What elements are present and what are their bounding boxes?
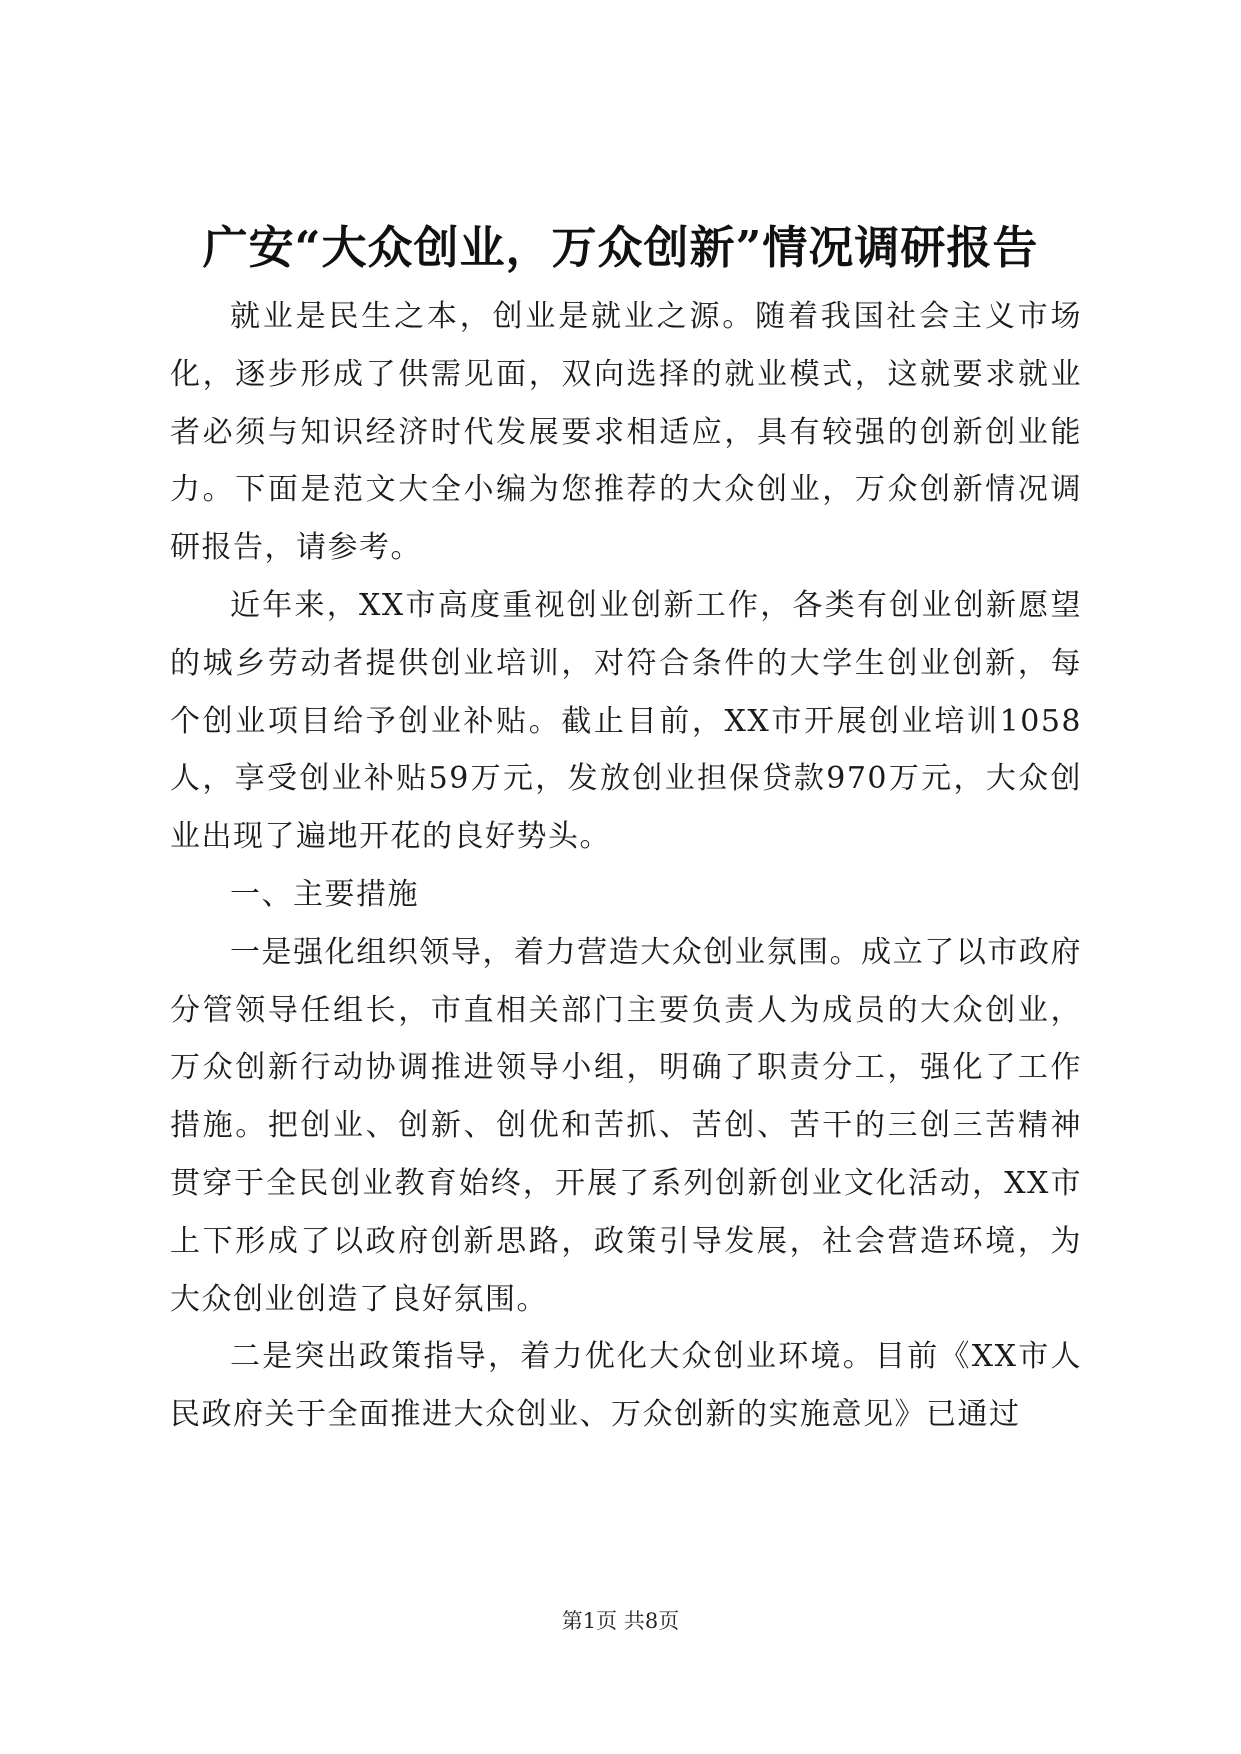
section-heading-main-measures: 一、主要措施 <box>230 876 419 912</box>
paragraph-intro: 就业是民生之本，创业是就业之源。随着我国社会主义市场化，逐步形成了供需见面，双向选择的就业模式，这就要求就业者必须与知识经济时代发展要求相适应，具有较强的创新创业能力。下面是范文大全小编为您推荐的大众创业，万众创新情况调研报告，请参考。 <box>170 299 1082 566</box>
paragraph-measure-two: 二是突出政策指导，着力优化大众创业环境。目前《XX市人民政府关于全面推进大众创业、万众创新的实施意见》已通过 <box>170 1339 1082 1433</box>
document-body <box>170 288 1082 1444</box>
paragraph-measure-one: 一是强化组织领导，着力营造大众创业氛围。成立了以市政府分管领导任组长，市直相关部门主要负责人为成员的大众创业，万众创新行动协调推进领导小组，明确了职责分工，强化了工作措施。把创业、创新、创优和苦抓、苦创、苦干的三创三苦精神贯穿于全民创业教育始终，开展了系列创新创业文化活动，XX市上下形成了以政府创新思路，政策引导发展，社会营造环境，为大众创业创造了良好氛围。 <box>170 934 1082 1317</box>
page-footer: 第1页 共8页 <box>561 1609 680 1633</box>
document-title: 广安“大众创业，万众创新”情况调研报告 <box>202 221 1039 274</box>
paragraph-overview: 近年来，XX市高度重视创业创新工作，各类有创业创新愿望的城乡劳动者提供创业培训，对符合条件的大学生创业创新，每个创业项目给予创业补贴。截止目前，XX市开展创业培训1058人，享受创业补贴59万元，发放创业担保贷款970万元，大众创业出现了遍地开花的良好势头。 <box>170 587 1082 855</box>
